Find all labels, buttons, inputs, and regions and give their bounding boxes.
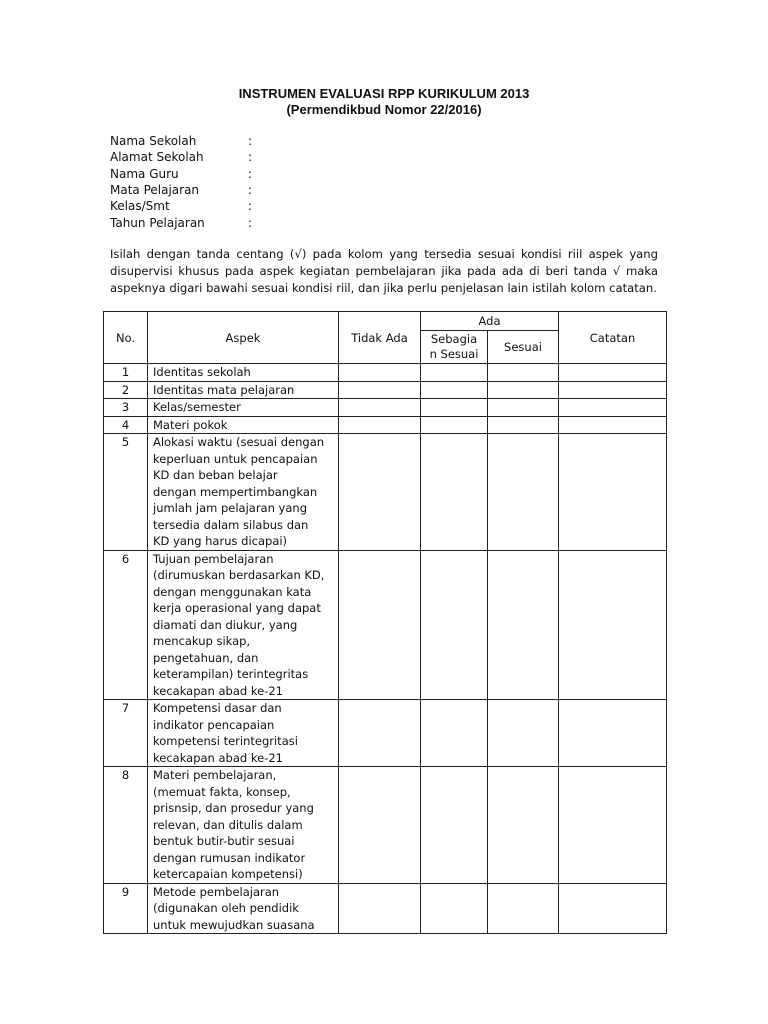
cell-sesuai[interactable]	[488, 381, 559, 399]
cell-sebagian-sesuai[interactable]	[421, 399, 488, 417]
aspek-line: indikator pencapaian	[153, 717, 275, 732]
row-aspek	[148, 416, 339, 434]
field-colon: :	[248, 199, 253, 213]
cell-sesuai[interactable]	[488, 364, 559, 382]
cell-tidak-ada[interactable]	[339, 767, 421, 884]
field-colon: :	[248, 167, 253, 181]
aspek-line: mencakup sikap,	[153, 634, 251, 648]
table-row	[104, 883, 667, 934]
table-row	[104, 767, 667, 884]
field-colon: :	[248, 134, 253, 148]
row-number: 2	[104, 381, 148, 399]
header-sebagian-sesuai	[421, 331, 488, 364]
field-label: Tahun Pelajaran	[110, 216, 205, 230]
header-aspek: Aspek	[148, 312, 339, 364]
row-aspek	[148, 767, 339, 884]
cell-sebagian-sesuai[interactable]	[421, 700, 488, 767]
aspek-line: Metode pembelajaran	[153, 884, 280, 899]
cell-tidak-ada[interactable]	[339, 550, 421, 700]
row-number: 6	[104, 550, 148, 700]
cell-sesuai[interactable]	[488, 434, 559, 551]
field-label: Mata Pelajaran	[110, 183, 200, 197]
aspek-line: pengetahuan, dan	[153, 650, 259, 665]
aspek-line: untuk mewujudkan suasana	[153, 917, 315, 932]
field-label: Nama Sekolah	[110, 134, 197, 148]
cell-tidak-ada[interactable]	[339, 416, 421, 434]
cell-sesuai[interactable]	[488, 416, 559, 434]
aspek-line: dengan menggunakan kata	[153, 584, 312, 599]
cell-catatan[interactable]	[559, 434, 667, 551]
cell-sebagian-sesuai[interactable]	[421, 381, 488, 399]
aspek-line: diamati dan diukur, yang	[153, 617, 298, 632]
field-label: Kelas/Smt	[110, 199, 170, 213]
aspek-line: Tujuan pembelajaran	[153, 551, 274, 566]
header-no: No.	[104, 312, 148, 364]
cell-sesuai[interactable]	[488, 700, 559, 767]
aspek-line: KD yang harus dicapai)	[153, 534, 288, 548]
row-aspek	[148, 434, 339, 551]
cell-sebagian-sesuai[interactable]	[421, 364, 488, 382]
row-number: 8	[104, 767, 148, 884]
aspek-line: bentuk butir-butir sesuai	[153, 834, 295, 848]
cell-catatan[interactable]	[559, 399, 667, 417]
cell-sesuai[interactable]	[488, 399, 559, 417]
cell-catatan[interactable]	[559, 883, 667, 934]
row-aspek	[148, 381, 339, 399]
table-row	[104, 700, 667, 767]
aspek-line: kerja operasional yang dapat	[153, 601, 321, 615]
cell-catatan[interactable]	[559, 550, 667, 700]
cell-tidak-ada[interactable]	[339, 434, 421, 551]
aspek-line: Kompetensi dasar dan	[153, 701, 282, 715]
header-sesuai: Sesuai	[488, 331, 559, 364]
aspek-line: ketercapaian kompetensi)	[153, 867, 303, 881]
cell-sesuai[interactable]	[488, 883, 559, 934]
field-row	[110, 166, 252, 182]
cell-sebagian-sesuai[interactable]	[421, 550, 488, 700]
header-sebagian-line: Sebagia	[430, 332, 478, 346]
cell-catatan[interactable]	[559, 364, 667, 382]
cell-tidak-ada[interactable]	[339, 883, 421, 934]
cell-catatan[interactable]	[559, 767, 667, 884]
row-aspek	[148, 364, 339, 382]
cell-tidak-ada[interactable]	[339, 700, 421, 767]
row-aspek	[148, 700, 339, 767]
instruction-text	[110, 246, 658, 297]
field-colon: :	[248, 183, 253, 197]
row-number: 1	[104, 364, 148, 382]
document-subtitle: (Permendikbud Nomor 22/2016)	[286, 102, 482, 117]
row-number: 4	[104, 416, 148, 434]
field-row	[110, 133, 252, 149]
aspek-line: Identitas mata pelajaran	[153, 382, 295, 397]
header-catatan: Catatan	[559, 312, 667, 364]
aspek-line: Materi pembelajaran,	[153, 768, 277, 782]
field-row	[110, 149, 252, 165]
row-number: 5	[104, 434, 148, 551]
aspek-line: Identitas sekolah	[153, 365, 251, 379]
aspek-line: prisnsip, dan prosedur yang	[153, 801, 314, 815]
row-number: 9	[104, 883, 148, 934]
header-tidak-ada: Tidak Ada	[339, 312, 421, 364]
table-row	[104, 399, 667, 417]
header-ada: Ada	[421, 312, 559, 331]
table-row	[104, 364, 667, 382]
cell-tidak-ada[interactable]	[339, 399, 421, 417]
cell-sebagian-sesuai[interactable]	[421, 883, 488, 934]
cell-sebagian-sesuai[interactable]	[421, 434, 488, 551]
aspek-line: dengan rumusan indikator	[153, 850, 306, 865]
field-label: Nama Guru	[110, 167, 179, 181]
evaluation-table	[103, 311, 667, 934]
aspek-line: kecakapan abad ke-21	[153, 750, 283, 765]
cell-sesuai[interactable]	[488, 767, 559, 884]
field-colon: :	[248, 150, 253, 164]
aspek-line: kompetensi terintegritasi	[153, 734, 298, 748]
field-row	[110, 182, 252, 198]
aspek-line: jumlah jam pelajaran yang	[153, 501, 307, 515]
field-label: Alamat Sekolah	[110, 150, 204, 164]
aspek-line: KD dan beban belajar	[153, 468, 278, 482]
header-sebagian-line: n Sesuai	[429, 347, 479, 361]
cell-catatan[interactable]	[559, 416, 667, 434]
row-aspek	[148, 399, 339, 417]
cell-tidak-ada[interactable]	[339, 364, 421, 382]
cell-sesuai[interactable]	[488, 550, 559, 700]
field-colon: :	[248, 216, 253, 230]
row-aspek	[148, 550, 339, 700]
aspek-line: kecakapan abad ke-21	[153, 683, 283, 698]
cell-sebagian-sesuai[interactable]	[421, 416, 488, 434]
document-title: INSTRUMEN EVALUASI RPP KURIKULUM 2013	[238, 86, 530, 101]
aspek-line: Materi pokok	[153, 417, 228, 432]
field-row	[110, 215, 252, 231]
aspek-line: dengan mempertimbangkan	[153, 484, 318, 499]
row-aspek	[148, 883, 339, 934]
aspek-line: Alokasi waktu (sesuai dengan	[153, 435, 325, 449]
instruction-line: disupervisi khusus pada aspek kegiatan pembelajaran jika pada ada di beri tanda √ maka	[110, 264, 658, 278]
aspek-line: keterampilan) terintegritas	[153, 667, 309, 681]
cell-tidak-ada[interactable]	[339, 381, 421, 399]
aspek-line: (dirumuskan berdasarkan KD,	[153, 568, 325, 582]
row-number: 7	[104, 700, 148, 767]
aspek-line: (digunakan oleh pendidik	[153, 901, 299, 915]
table-row	[104, 550, 667, 700]
instruction-line: Isilah dengan tanda centang (√) pada kolom yang tersedia sesuai kondisi riil aspek yang	[110, 247, 658, 261]
aspek-line: keperluan untuk pencapaian	[153, 451, 318, 466]
row-number: 3	[104, 399, 148, 417]
cell-catatan[interactable]	[559, 381, 667, 399]
cell-sebagian-sesuai[interactable]	[421, 767, 488, 884]
table-row	[104, 416, 667, 434]
instruction-line: aspeknya digari bawahi sesuai kondisi riil, dan jika perlu penjelasan lain istilah kolom catatan.	[110, 281, 657, 295]
table-row	[104, 434, 667, 551]
aspek-line: (memuat fakta, konsep,	[153, 784, 291, 799]
table-row	[104, 381, 667, 399]
field-row	[110, 198, 252, 214]
aspek-line: tersedia dalam silabus dan	[153, 517, 309, 532]
aspek-line: relevan, dan ditulis dalam	[153, 817, 303, 832]
aspek-line: Kelas/semester	[153, 400, 241, 414]
cell-catatan[interactable]	[559, 700, 667, 767]
